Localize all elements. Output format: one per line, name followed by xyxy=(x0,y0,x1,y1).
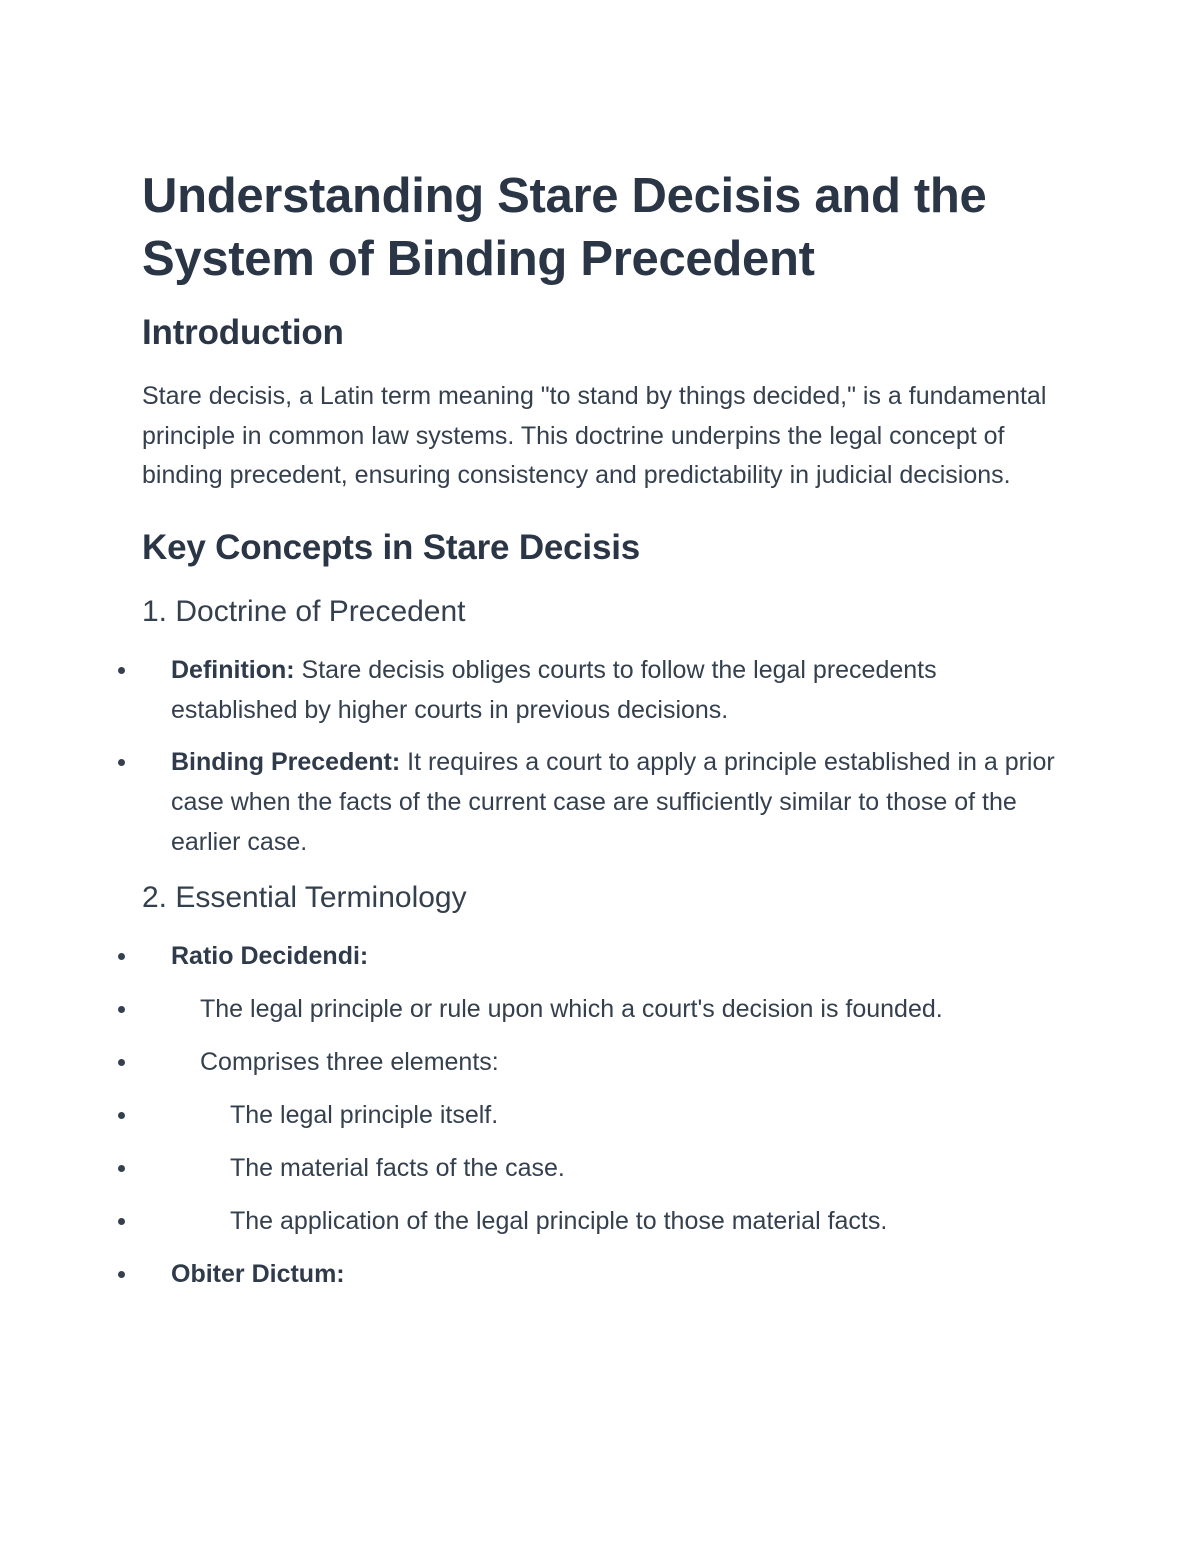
bullet-icon xyxy=(118,1218,125,1225)
element-principle-text: The legal principle itself. xyxy=(230,1100,499,1129)
binding-precedent-text: It requires a court to apply a principle established in a prior case when the facts of the current case are sufficiently similar to those of the earlier case. xyxy=(171,747,1055,856)
bullet-icon xyxy=(118,1271,125,1278)
introduction-heading: Introduction xyxy=(142,313,344,352)
list-item-ratio-principle xyxy=(142,989,1062,1029)
document-title: Understanding Stare Decisis and the System of Binding Precedent xyxy=(142,169,987,286)
definition-text: Stare decisis obliges courts to follow the legal precedents established by higher courts in previous decisions. xyxy=(171,655,937,724)
bullet-icon xyxy=(118,953,125,960)
element-facts-text: The material facts of the case. xyxy=(230,1153,565,1182)
list-item-element-principle xyxy=(142,1095,1062,1135)
essential-terminology-heading: 2. Essential Terminology xyxy=(142,880,467,914)
doctrine-of-precedent-heading: 1. Doctrine of Precedent xyxy=(142,594,466,628)
list-item-obiter-dictum xyxy=(142,1254,1062,1294)
list-item-ratio-elements xyxy=(142,1042,1062,1082)
list-item-ratio-decidendi xyxy=(142,936,1062,976)
bullet-icon xyxy=(118,667,125,674)
bullet-icon xyxy=(118,1006,125,1013)
document-page xyxy=(142,165,1062,1294)
element-application-text: The application of the legal principle to those material facts. xyxy=(230,1206,888,1235)
list-item-definition xyxy=(142,650,1062,730)
list-item-binding-precedent xyxy=(142,742,1062,862)
term-obiter-dictum: Obiter Dictum: xyxy=(171,1259,345,1288)
list-item-element-application xyxy=(142,1201,1062,1241)
term-ratio-decidendi: Ratio Decidendi: xyxy=(171,941,369,970)
bullet-icon xyxy=(118,1059,125,1066)
ratio-principle-text: The legal principle or rule upon which a court's decision is founded. xyxy=(200,994,943,1023)
bullet-icon xyxy=(118,1165,125,1172)
doctrine-list xyxy=(142,650,1062,862)
key-concepts-heading: Key Concepts in Stare Decisis xyxy=(142,527,641,567)
term-binding-precedent: Binding Precedent: xyxy=(171,747,401,776)
term-definition: Definition: xyxy=(171,655,295,684)
list-item-element-facts xyxy=(142,1148,1062,1188)
bullet-icon xyxy=(118,1112,125,1119)
ratio-elements-text: Comprises three elements: xyxy=(200,1047,499,1076)
introduction-paragraph: Stare decisis, a Latin term meaning "to stand by things decided," is a fundamental principle in common law systems. This doctrine underpins the legal concept of binding precedent, ensuring consistency and predictability in judicial decisions. xyxy=(142,382,1047,489)
terminology-list xyxy=(142,936,1062,1294)
bullet-icon xyxy=(118,759,125,766)
